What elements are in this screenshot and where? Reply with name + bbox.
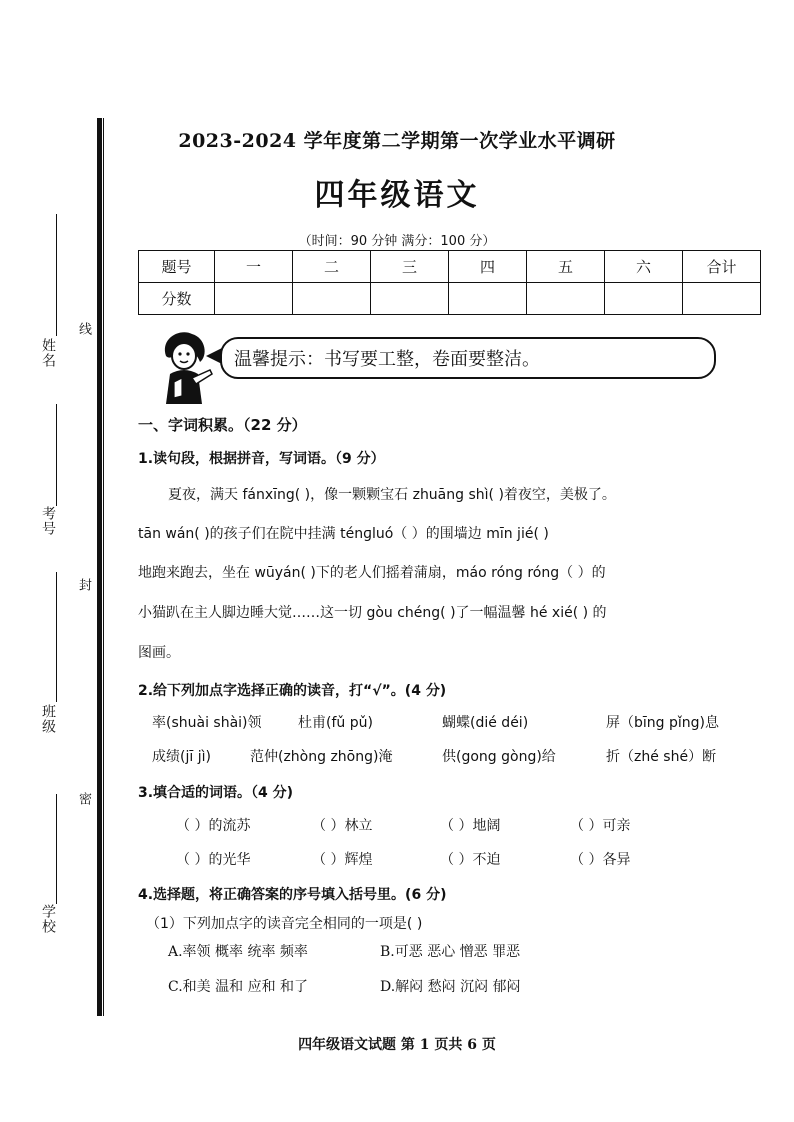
binding-margin-bar: [97, 118, 102, 1016]
score-input-cell[interactable]: [371, 283, 449, 315]
question-title: 4.选择题，将正确答案的序号填入括号里。(6 分): [138, 887, 447, 903]
table-cell: 题号: [139, 251, 215, 283]
time-info: （时间：90 分钟 满分：100 分）: [298, 234, 496, 249]
school-blank[interactable]: [56, 794, 57, 904]
question-title: 3.填合适的词语。（4 分): [138, 785, 294, 801]
seal-xian: 线: [76, 322, 91, 336]
pinyin-choice[interactable]: 率(shuài shài)领: [152, 715, 262, 731]
page-footer: 四年级语文试题 第 1 页共 6 页: [298, 1037, 496, 1053]
question-title: 2.给下列加点字选择正确的读音，打“√”。(4 分): [138, 683, 447, 699]
question-title: 1.读句段，根据拼音，写词语。（9 分）: [138, 451, 385, 467]
question-text-line: 图画。: [138, 645, 180, 661]
section-title: 一、字词积累。（22 分）: [138, 416, 307, 434]
name-label: 姓名: [40, 338, 56, 368]
question-text-line: tān wán( )的孩子们在院中挂满 ténɡluó（ ）的围墙边 mīn jié( ): [138, 526, 549, 542]
subject-title: 四年级语文: [314, 178, 480, 213]
score-table-score-row: [139, 283, 761, 315]
question-text-line: 地跑来跑去，坐在 wūyán( )下的老人们摇着蒲扇，máo róng róng（ ）的: [138, 565, 606, 581]
class-blank[interactable]: [56, 572, 57, 702]
question-text-line: 小猫趴在主人脚边睡大觉……这一切 gòu chéng( )了一幅温馨 hé xié( ) 的: [138, 605, 607, 621]
pinyin-choice[interactable]: 屏（bīng pǐng)息: [606, 715, 719, 731]
pinyin-choice[interactable]: 供(gong gòng)给: [442, 749, 556, 765]
table-cell: 一: [215, 251, 293, 283]
table-cell: 分数: [139, 283, 215, 315]
pinyin-choice[interactable]: 范仲(zhòng zhōng)淹: [250, 749, 393, 765]
pinyin-choice[interactable]: 杜甫(fǔ pǔ): [298, 715, 373, 731]
seal-mi: 密: [76, 792, 91, 806]
score-input-cell[interactable]: [605, 283, 683, 315]
fill-blank-item[interactable]: （ ）辉煌: [312, 852, 373, 868]
choice-option-b[interactable]: B.可恶 恶心 憎恶 罪恶: [380, 944, 521, 960]
table-cell: 六: [605, 251, 683, 283]
fill-blank-item[interactable]: （ ）的流苏: [176, 818, 251, 834]
fill-blank-item[interactable]: （ ）各异: [570, 852, 631, 868]
score-input-cell[interactable]: [527, 283, 605, 315]
seal-feng: 封: [76, 578, 91, 592]
exam-no-blank[interactable]: [56, 404, 57, 506]
sub-question: （1）下列加点字的读音完全相同的一项是( ): [146, 916, 423, 932]
tip-box: 温馨提示：书写要工整，卷面要整洁。: [220, 337, 716, 379]
teacher-illustration: [152, 326, 218, 408]
fill-blank-item[interactable]: （ ）的光华: [176, 852, 251, 868]
binding-margin-line: [103, 118, 104, 1016]
exam-no-label: 考号: [40, 506, 56, 536]
score-input-cell[interactable]: [683, 283, 761, 315]
choice-option-d[interactable]: D.解闷 愁闷 沉闷 郁闷: [380, 979, 521, 995]
score-input-cell[interactable]: [293, 283, 371, 315]
score-input-cell[interactable]: [215, 283, 293, 315]
fill-blank-item[interactable]: （ ）林立: [312, 818, 373, 834]
table-cell: 二: [293, 251, 371, 283]
exam-title: 2023-2024 学年度第二学期第一次学业水平调研: [178, 130, 616, 152]
school-label: 学校: [40, 904, 56, 934]
choice-option-a[interactable]: A.率领 概率 统率 频率: [168, 944, 308, 960]
choice-option-c[interactable]: C.和美 温和 应和 和了: [168, 979, 309, 995]
pinyin-choice[interactable]: 成绩(jī jì): [152, 749, 211, 765]
table-cell: 合计: [683, 251, 761, 283]
score-table-header-row: [139, 251, 761, 283]
score-table: [138, 250, 761, 315]
score-input-cell[interactable]: [449, 283, 527, 315]
fill-blank-item[interactable]: （ ）可亲: [570, 818, 631, 834]
fill-blank-item[interactable]: （ ）不迫: [440, 852, 501, 868]
question-text-line: 夏夜，满天 fánxīng( )，像一颗颗宝石 zhuāng shì( )着夜空，美极了。: [168, 487, 616, 503]
fill-blank-item[interactable]: （ ）地阔: [440, 818, 501, 834]
pinyin-choice[interactable]: 折（zhé shé）断: [606, 749, 717, 765]
class-label: 班级: [40, 704, 56, 734]
pinyin-choice[interactable]: 蝴蝶(dié déi): [442, 715, 529, 731]
table-cell: 三: [371, 251, 449, 283]
table-cell: 四: [449, 251, 527, 283]
table-cell: 五: [527, 251, 605, 283]
